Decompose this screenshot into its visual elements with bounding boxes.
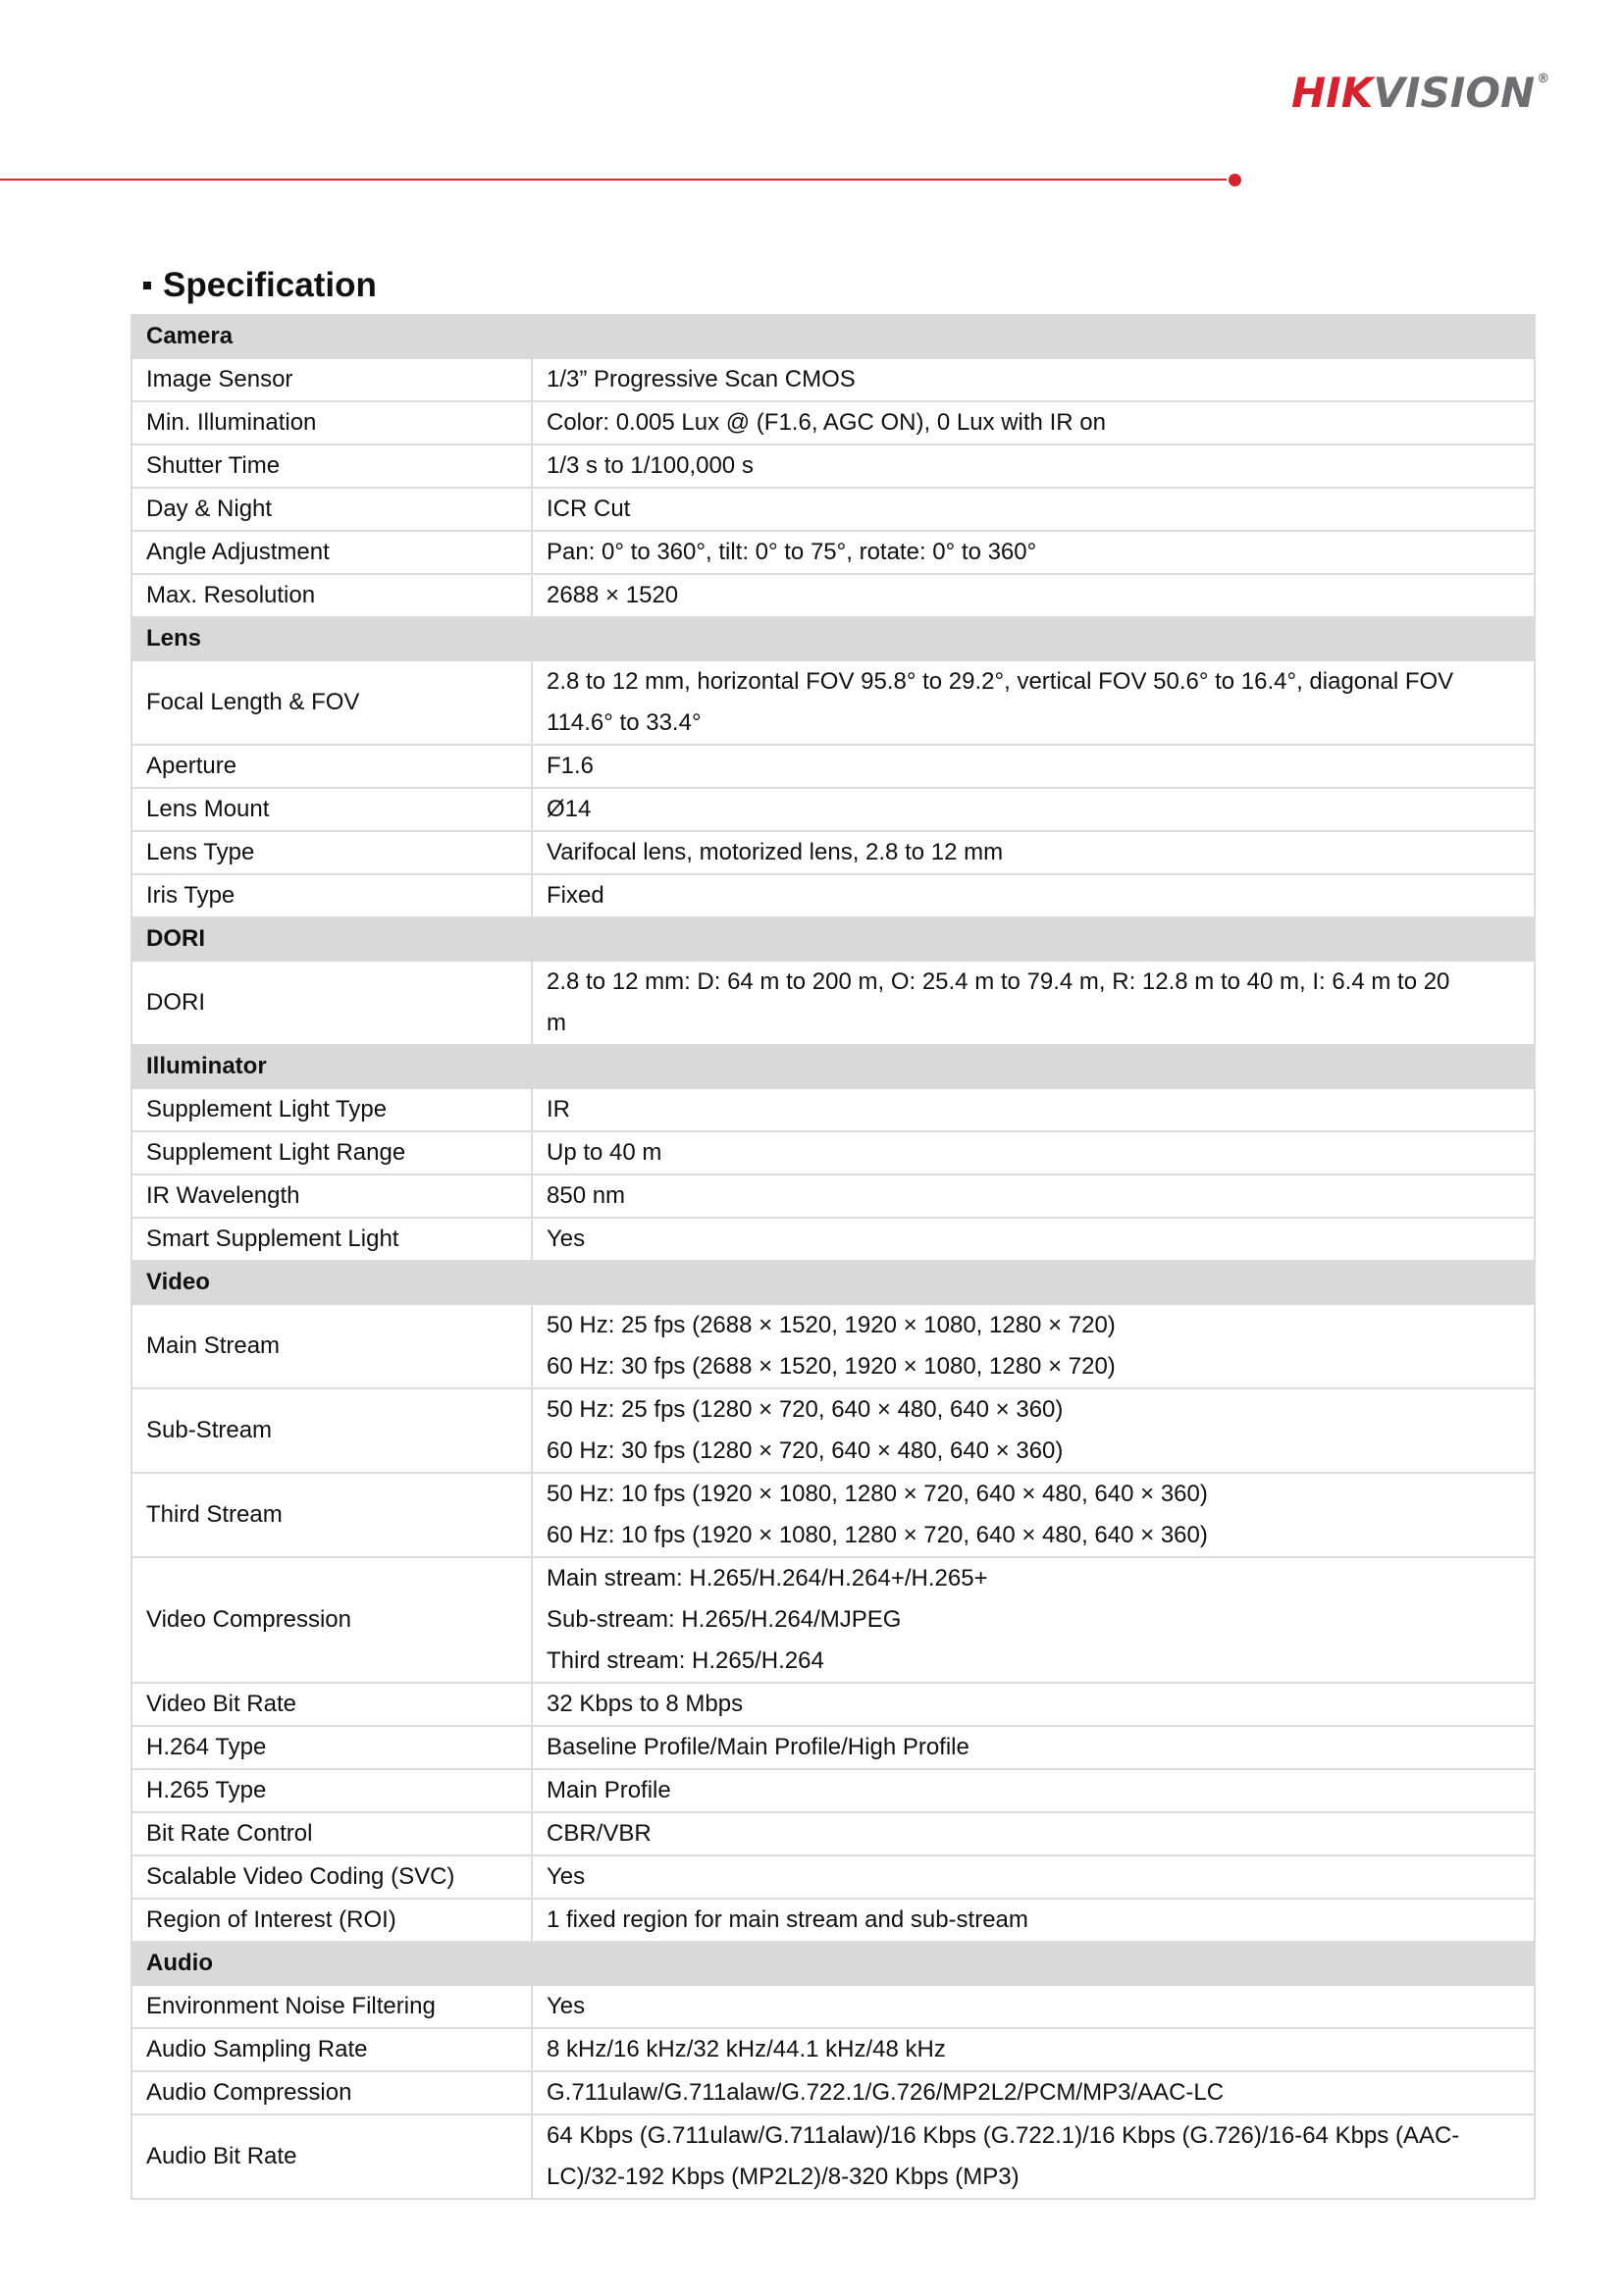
spec-value-line: 8 kHz/16 kHz/32 kHz/44.1 kHz/48 kHz bbox=[547, 2036, 946, 2062]
spec-value bbox=[532, 1218, 1535, 1261]
spec-value-line: 2.8 to 12 mm: D: 64 m to 200 m, O: 25.4 m to 79.4 m, R: 12.8 m to 40 m, I: 6.4 m to 20 bbox=[547, 968, 1450, 995]
spec-value bbox=[532, 488, 1535, 531]
spec-value-line: Varifocal lens, motorized lens, 2.8 to 12 mm bbox=[547, 839, 1004, 865]
section-header-row bbox=[131, 1942, 1535, 1985]
table-row bbox=[131, 444, 1535, 488]
table-row bbox=[131, 831, 1535, 874]
spec-label: Video Compression bbox=[131, 1557, 532, 1683]
spec-value-line: 114.6° to 33.4° bbox=[547, 709, 702, 736]
spec-label: Lens Type bbox=[131, 831, 532, 874]
spec-label: Lens Mount bbox=[131, 788, 532, 831]
spec-label: Angle Adjustment bbox=[131, 531, 532, 574]
spec-value bbox=[532, 1388, 1535, 1473]
spec-value bbox=[532, 2028, 1535, 2071]
table-row bbox=[131, 1304, 1535, 1388]
spec-value-line: Yes bbox=[547, 1226, 586, 1252]
table-row bbox=[131, 660, 1535, 745]
spec-label: Main Stream bbox=[131, 1304, 532, 1388]
table-row bbox=[131, 1218, 1535, 1261]
table-row bbox=[131, 1473, 1535, 1557]
table-row bbox=[131, 1726, 1535, 1769]
spec-value-line: Ø14 bbox=[547, 796, 592, 822]
table-row bbox=[131, 1769, 1535, 1812]
table-row bbox=[131, 1812, 1535, 1855]
table-row bbox=[131, 488, 1535, 531]
spec-value bbox=[532, 1557, 1535, 1683]
spec-value bbox=[532, 831, 1535, 874]
spec-label: Focal Length & FOV bbox=[131, 660, 532, 745]
spec-value-line: Main stream: H.265/H.264/H.264+/H.265+ bbox=[547, 1565, 988, 1592]
spec-value-line: IR bbox=[547, 1096, 570, 1122]
spec-value-line: G.711ulaw/G.711alaw/G.722.1/G.726/MP2L2/PCM/MP3/AAC-LC bbox=[547, 2079, 1225, 2106]
spec-value-line: LC)/32-192 Kbps (MP2L2)/8-320 Kbps (MP3) bbox=[547, 2164, 1020, 2190]
spec-value-line: 50 Hz: 25 fps (1280 × 720, 640 × 480, 640 × 360) bbox=[547, 1396, 1064, 1423]
spec-value-line: 60 Hz: 30 fps (2688 × 1520, 1920 × 1080, 1280 × 720) bbox=[547, 1353, 1116, 1380]
section-header-row bbox=[131, 1045, 1535, 1088]
spec-value-line: Third stream: H.265/H.264 bbox=[547, 1647, 824, 1674]
specification-table bbox=[131, 314, 1536, 2200]
spec-value bbox=[532, 444, 1535, 488]
spec-value-line: F1.6 bbox=[547, 753, 595, 779]
table-row bbox=[131, 874, 1535, 917]
spec-value-line: Baseline Profile/Main Profile/High Profile bbox=[547, 1734, 969, 1760]
spec-value-line: 32 Kbps to 8 Mbps bbox=[547, 1691, 744, 1717]
table-row bbox=[131, 1899, 1535, 1942]
hikvision-logo bbox=[1291, 69, 1550, 117]
spec-value bbox=[532, 2071, 1535, 2114]
spec-value bbox=[532, 660, 1535, 745]
spec-label: Environment Noise Filtering bbox=[131, 1985, 532, 2028]
table-row bbox=[131, 1388, 1535, 1473]
section-heading: Audio bbox=[131, 1942, 1535, 1985]
spec-value-line: Main Profile bbox=[547, 1777, 671, 1803]
table-row bbox=[131, 1683, 1535, 1726]
spec-label: Third Stream bbox=[131, 1473, 532, 1557]
spec-value bbox=[532, 788, 1535, 831]
spec-value bbox=[532, 2114, 1535, 2199]
spec-value bbox=[532, 1769, 1535, 1812]
spec-value-line: 1/3 s to 1/100,000 s bbox=[547, 452, 754, 479]
spec-label: Supplement Light Type bbox=[131, 1088, 532, 1131]
spec-value bbox=[532, 1174, 1535, 1218]
spec-value-line: Yes bbox=[547, 1863, 586, 1890]
spec-value-line: 50 Hz: 10 fps (1920 × 1080, 1280 × 720, 640 × 480, 640 × 360) bbox=[547, 1481, 1208, 1507]
spec-value bbox=[532, 1131, 1535, 1174]
spec-value-line: 1 fixed region for main stream and sub-stream bbox=[547, 1906, 1028, 1933]
section-heading: Camera bbox=[131, 315, 1535, 358]
spec-value bbox=[532, 1304, 1535, 1388]
spec-value-line: 60 Hz: 30 fps (1280 × 720, 640 × 480, 640 × 360) bbox=[547, 1437, 1064, 1464]
spec-value bbox=[532, 531, 1535, 574]
table-row bbox=[131, 1131, 1535, 1174]
spec-value-line: Yes bbox=[547, 1993, 586, 2019]
spec-value bbox=[532, 745, 1535, 788]
spec-value bbox=[532, 1855, 1535, 1899]
table-row bbox=[131, 1985, 1535, 2028]
table-row bbox=[131, 2028, 1535, 2071]
spec-label: DORI bbox=[131, 961, 532, 1045]
spec-value-line: 2688 × 1520 bbox=[547, 582, 679, 608]
spec-label: Region of Interest (ROI) bbox=[131, 1899, 532, 1942]
logo-secondary: VISION bbox=[1373, 69, 1536, 117]
spec-value-line: 60 Hz: 10 fps (1920 × 1080, 1280 × 720, 640 × 480, 640 × 360) bbox=[547, 1522, 1208, 1548]
section-header-row bbox=[131, 617, 1535, 660]
header-rule-dot bbox=[1229, 174, 1241, 186]
section-heading: Illuminator bbox=[131, 1045, 1535, 1088]
section-header-row bbox=[131, 1261, 1535, 1304]
spec-label: Audio Compression bbox=[131, 2071, 532, 2114]
spec-label: Shutter Time bbox=[131, 444, 532, 488]
spec-value-line: Sub-stream: H.265/H.264/MJPEG bbox=[547, 1606, 902, 1633]
spec-label: Bit Rate Control bbox=[131, 1812, 532, 1855]
spec-label: H.265 Type bbox=[131, 1769, 532, 1812]
table-row bbox=[131, 401, 1535, 444]
table-row bbox=[131, 358, 1535, 401]
spec-value bbox=[532, 1726, 1535, 1769]
spec-value-line: 2.8 to 12 mm, horizontal FOV 95.8° to 29.2°, vertical FOV 50.6° to 16.4°, diagonal FOV bbox=[547, 668, 1454, 695]
spec-label: Supplement Light Range bbox=[131, 1131, 532, 1174]
spec-value-line: Up to 40 m bbox=[547, 1139, 662, 1166]
spec-label: Video Bit Rate bbox=[131, 1683, 532, 1726]
spec-value-line: 64 Kbps (G.711ulaw/G.711alaw)/16 Kbps (G.722.1)/16 Kbps (G.726)/16-64 Kbps (AAC- bbox=[547, 2122, 1460, 2149]
spec-label: Scalable Video Coding (SVC) bbox=[131, 1855, 532, 1899]
spec-value bbox=[532, 1088, 1535, 1131]
spec-label: Aperture bbox=[131, 745, 532, 788]
title-bullet-icon bbox=[143, 282, 151, 289]
table-row bbox=[131, 788, 1535, 831]
spec-label: Image Sensor bbox=[131, 358, 532, 401]
spec-label: Sub-Stream bbox=[131, 1388, 532, 1473]
table-row bbox=[131, 574, 1535, 617]
spec-value-line: 850 nm bbox=[547, 1182, 626, 1209]
table-row bbox=[131, 1174, 1535, 1218]
page-title bbox=[143, 268, 377, 302]
specification-table-body bbox=[131, 315, 1535, 2199]
section-header-row bbox=[131, 315, 1535, 358]
table-row bbox=[131, 2071, 1535, 2114]
spec-label: Smart Supplement Light bbox=[131, 1218, 532, 1261]
logo-registered-mark: ® bbox=[1537, 72, 1550, 86]
spec-label: H.264 Type bbox=[131, 1726, 532, 1769]
spec-value bbox=[532, 874, 1535, 917]
spec-label: Audio Sampling Rate bbox=[131, 2028, 532, 2071]
spec-value bbox=[532, 1899, 1535, 1942]
table-row bbox=[131, 2114, 1535, 2199]
logo-primary: HIK bbox=[1291, 69, 1374, 117]
spec-value-line: Pan: 0° to 360°, tilt: 0° to 75°, rotate: 0° to 360° bbox=[547, 539, 1037, 565]
spec-value-line: ICR Cut bbox=[547, 496, 631, 522]
spec-value bbox=[532, 358, 1535, 401]
spec-value bbox=[532, 961, 1535, 1045]
table-row bbox=[131, 745, 1535, 788]
table-row bbox=[131, 531, 1535, 574]
section-header-row bbox=[131, 917, 1535, 961]
page-title-text: Specification bbox=[163, 266, 377, 304]
spec-value bbox=[532, 1985, 1535, 2028]
section-heading: Lens bbox=[131, 617, 1535, 660]
spec-label: IR Wavelength bbox=[131, 1174, 532, 1218]
spec-value bbox=[532, 401, 1535, 444]
spec-label: Day & Night bbox=[131, 488, 532, 531]
spec-value bbox=[532, 574, 1535, 617]
spec-value-line: 1/3” Progressive Scan CMOS bbox=[547, 366, 856, 392]
spec-value bbox=[532, 1473, 1535, 1557]
spec-label: Iris Type bbox=[131, 874, 532, 917]
spec-value-line: Color: 0.005 Lux @ (F1.6, AGC ON), 0 Lux with IR on bbox=[547, 409, 1106, 436]
section-heading: Video bbox=[131, 1261, 1535, 1304]
spec-value bbox=[532, 1812, 1535, 1855]
spec-value bbox=[532, 1683, 1535, 1726]
table-row bbox=[131, 1088, 1535, 1131]
header-rule bbox=[0, 179, 1227, 181]
spec-label: Max. Resolution bbox=[131, 574, 532, 617]
section-heading: DORI bbox=[131, 917, 1535, 961]
spec-label: Min. Illumination bbox=[131, 401, 532, 444]
spec-label: Audio Bit Rate bbox=[131, 2114, 532, 2199]
table-row bbox=[131, 1557, 1535, 1683]
spec-value-line: Fixed bbox=[547, 882, 604, 909]
table-row bbox=[131, 961, 1535, 1045]
spec-value-line: m bbox=[547, 1010, 566, 1036]
spec-value-line: CBR/VBR bbox=[547, 1820, 652, 1847]
table-row bbox=[131, 1855, 1535, 1899]
spec-value-line: 50 Hz: 25 fps (2688 × 1520, 1920 × 1080, 1280 × 720) bbox=[547, 1312, 1116, 1338]
